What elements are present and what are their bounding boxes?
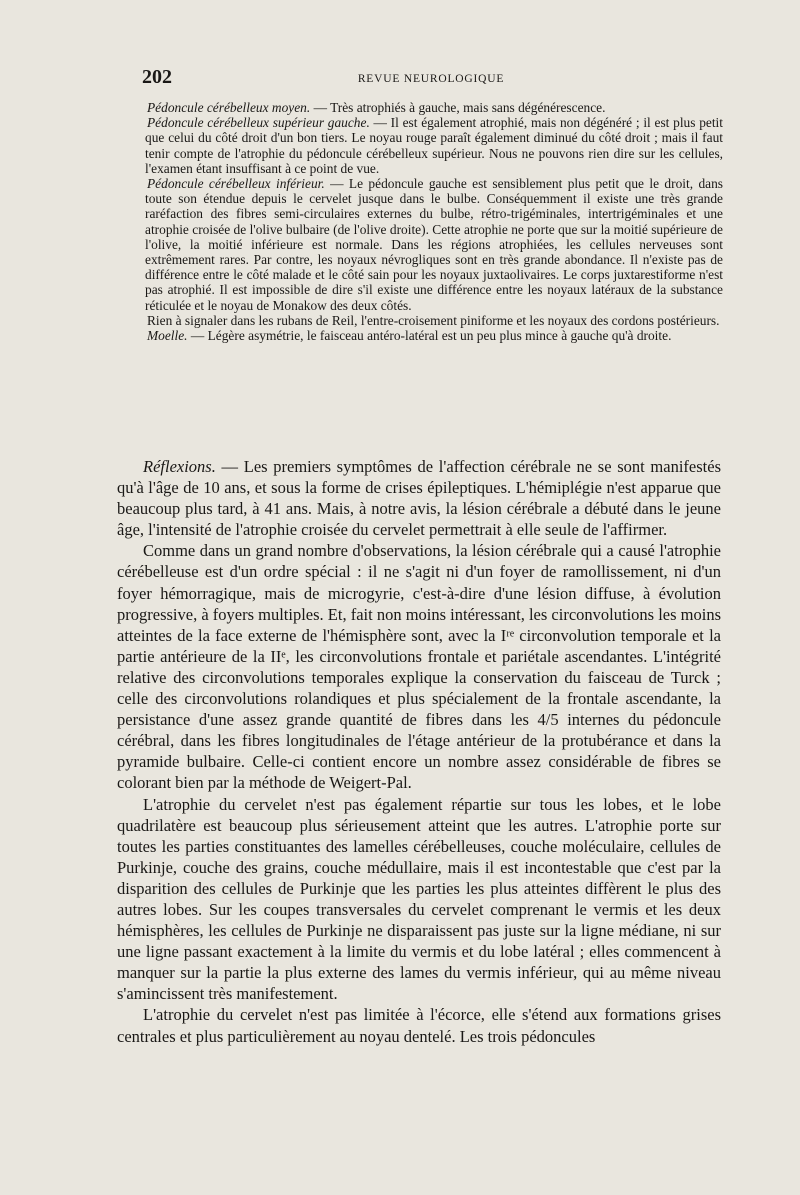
paragraph-lesion-cerebrale <box>117 540 721 793</box>
anatomical-findings-section <box>145 100 723 343</box>
paragraph-label: Moelle. <box>147 328 188 344</box>
paragraph-text: — Il est également atrophié, mais non dégénéré ; il est plus petit que celui du côté droit d'un bon tiers. Le noyau rouge paraît également diminué du côté droit ; mais il faut tenir compte de l'atrophie du pédoncule cérébelleux supérieur. Nous ne pouvons rien dire sur les cellules, l'examen étant insuffisant à ce point de vue. <box>145 115 723 176</box>
paragraph-text: — Très atrophiés à gauche, mais sans dégénérescence. <box>310 100 606 115</box>
paragraph-pedoncule-moyen <box>145 100 723 115</box>
paragraph-text: Comme dans un grand nombre d'observations, la lésion cérébrale qui a causé l'atrophie cérébelleuse est d'un ordre spécial : il ne s'agit ni d'un foyer de ramollissement, ni d'un foyer hémorragique, mais de microgyrie, c'est-à-dire d'une lésion diffuse, à évolution progressive, à foyers multiples. Et, fait non moins intéressant, les circonvolutions les moins atteintes de la face externe de l'hémisphère sont, avec la Iʳᵉ circonvolution temporale et la partie antérieure de la IIᵉ, les circonvolutions frontale et pariétale ascendantes. L'intégrité relative des circonvolutions temporales explique la conservation du faisceau de Turck ; celle des circonvolutions rolandiques et plus spécialement de la frontale ascendante, la persistance d'une assez grande quantité de fibres dans les 4/5 internes du pédoncule cérébral, dans les fibres longitudinales de l'étage antérieur de la protubérance et dans la pyramide bulbaire. Celle-ci contient encore un nombre assez considérable de fibres se colorant bien par la méthode de Weigert-Pal. <box>117 541 721 793</box>
paragraph-rubans-reil <box>145 313 723 328</box>
reflexions-section <box>117 456 721 1047</box>
paragraph-text: — Légère asymétrie, le faisceau antéro-latéral est un peu plus mince à gauche qu'à droite. <box>187 328 672 344</box>
paragraph-formations-grises <box>117 1004 721 1046</box>
page-number: 202 <box>142 66 172 88</box>
paragraph-text: — Le pédoncule gauche est sensiblement plus petit que le droit, dans toute son étendue depuis le cervelet jusque dans le bulbe. Conséquemment il existe une très grande raréfaction des fibres semi-circulaires externes du bulbe, rétro-trigéminales, intertrigéminales et une atrophie croisée de l'olive bulbaire (de l'olive droite). Cette atrophie ne porte que sur la moitié supérieure de l'olive, la moitié inférieure est normale. Dans les régions atrophiées, les cellules nerveuses sont extrêmement rares. Par contre, les noyaux névrogliques sont en très grande abondance. Il n'existe pas de différence entre le côté malade et le côté sain pour les noyaux juxtaolivaires. Le corps juxtarestiforme n'est pas atrophié. Il est impossible de dire s'il existe une différence entre les noyaux latéraux de la substance réticulée et le noyau de Monakow des deux côtés. <box>145 176 723 313</box>
paragraph-text: L'atrophie du cervelet n'est pas limitée à l'écorce, elle s'étend aux formations grises centrales et plus particulièrement au noyau dentelé. Les trois pédoncules <box>117 1005 721 1046</box>
running-title: REVUE NEUROLOGIQUE <box>357 73 505 85</box>
paragraph-moelle <box>145 328 723 343</box>
paragraph-pedoncule-inferieur <box>145 176 723 313</box>
paragraph-label: Pédoncule cérébelleux supérieur gauche. <box>147 115 370 131</box>
page-header <box>142 66 720 90</box>
paragraph-pedoncule-superieur <box>145 115 723 176</box>
paragraph-label: Réflexions. <box>143 457 216 476</box>
paragraph-text: Rien à signaler dans les rubans de Reil, l'entre-croisement piniforme et les noyaux des cordons postérieurs. <box>147 312 720 328</box>
paragraph-label: Pédoncule cérébelleux moyen. <box>147 100 311 115</box>
paragraph-label: Pédoncule cérébelleux inférieur. <box>147 176 325 192</box>
paragraph-reflexions <box>117 456 721 540</box>
paragraph-text: L'atrophie du cervelet n'est pas également répartie sur tous les lobes, et le lobe quadrilatère est beaucoup plus sérieusement atteint que les autres. L'atrophie porte sur toutes les parties constituantes des lamelles cérébelleuses, couche moléculaire, cellules de Purkinje, couche des grains, couche médullaire, mais il est incontestable que c'est par la disparition des cellules de Purkinje que les parties les plus atteintes diffèrent le plus des autres lobes. Sur les coupes transversales du cervelet comprenant le vermis et les deux hémisphères, les cellules de Purkinje ne disparaissent pas juste sur la ligne médiane, ni sur une ligne passant exactement à la limite du vermis et du lobe latéral ; elles commencent à manquer sur la partie la plus externe des lames du vermis inférieur, qui au même niveau s'amincissent très manifestement. <box>117 794 721 1004</box>
paragraph-atrophie-cervelet <box>117 794 721 1005</box>
paragraph-text: — Les premiers symptômes de l'affection cérébrale ne se sont manifestés qu'à l'âge de 10 ans, et sous la forme de crises épileptiques. L'hémiplégie n'est apparue que beaucoup plus tard, à 41 ans. Mais, à notre avis, la lésion cérébrale a débuté dans le jeune âge, l'intensité de l'atrophie croisée du cervelet permettrait à elle seule de l'affirmer. <box>117 457 721 540</box>
